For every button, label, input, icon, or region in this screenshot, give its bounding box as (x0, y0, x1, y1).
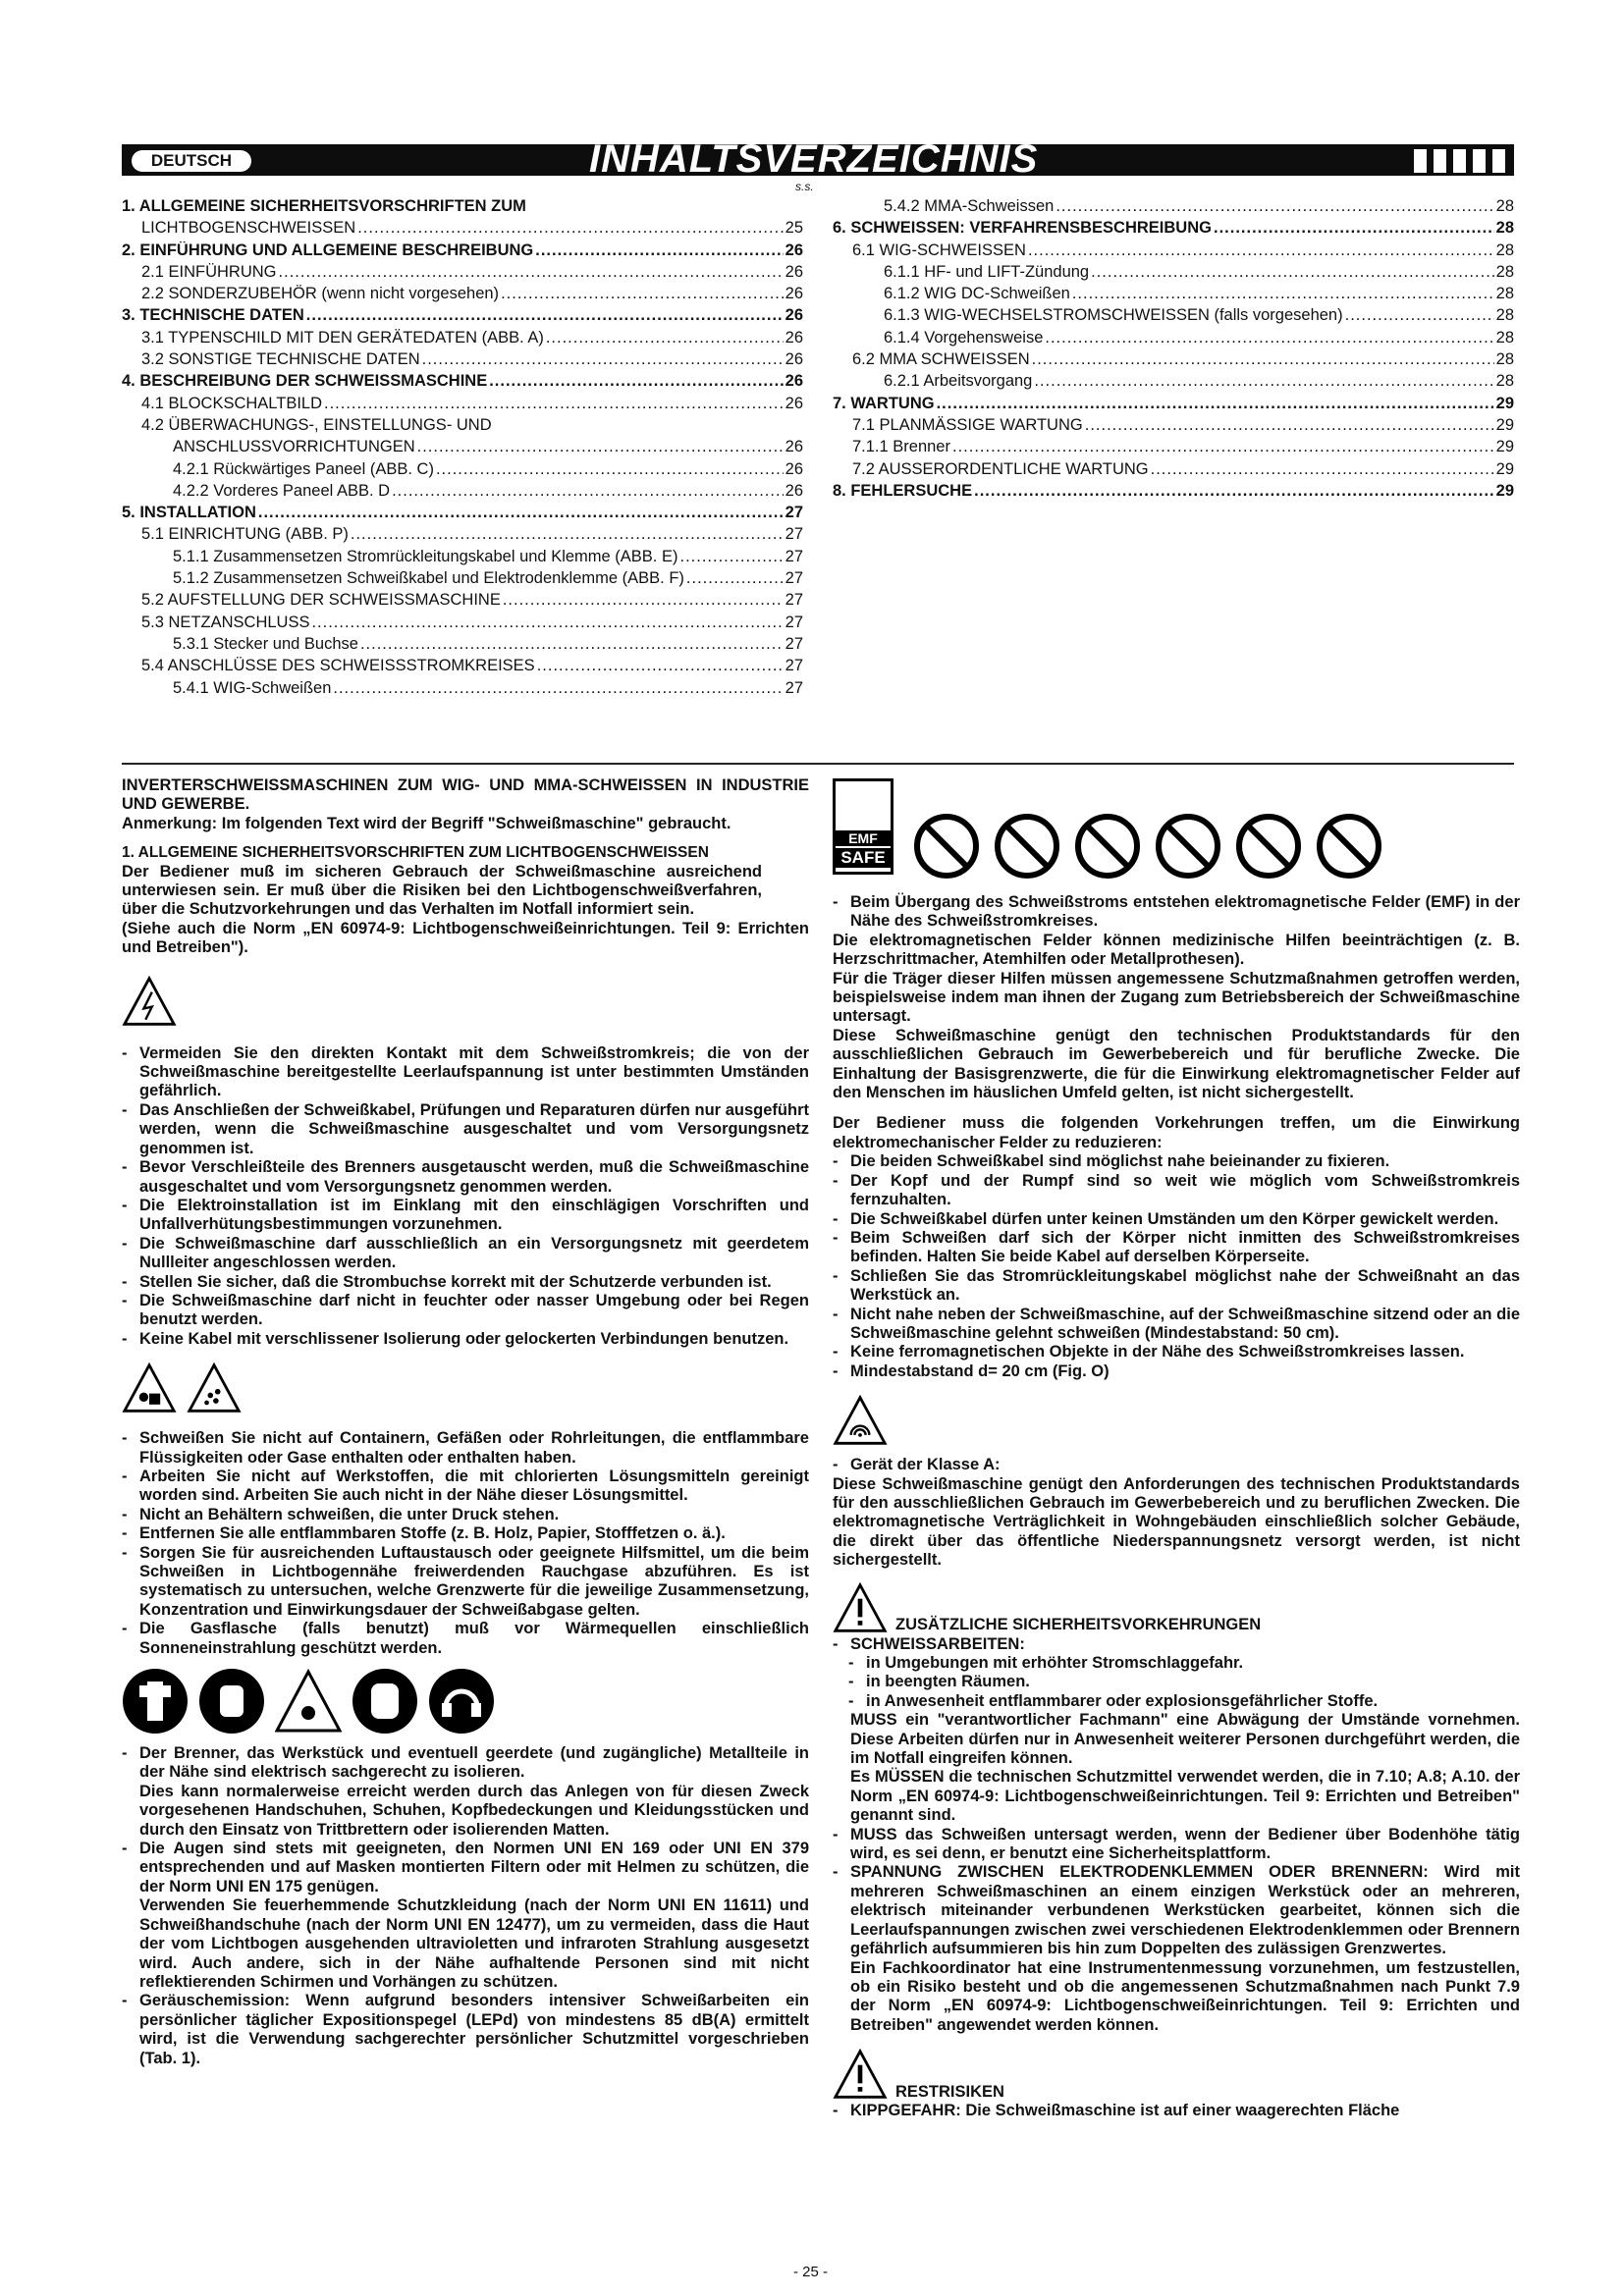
toc-entry-page: 26 (785, 481, 803, 500)
residual-risks-heading (833, 2047, 1520, 2102)
toc-entry (122, 285, 803, 306)
toc-entry-label: 7. WARTUNG (833, 394, 935, 412)
section-1-norm: (Siehe auch die Norm „EN 60974-9: Lichtbogenschweißeinrichtungen. Teil 9: Errichten und Betreiben"). (122, 919, 809, 957)
list-item: - Bevor Verschleißteile des Brenners ausgetauscht werden, muß die Schweißmaschine ausgeschaltet und vom Versorgungsnetz genommen werden. (122, 1158, 809, 1197)
ppe-icon-row (122, 1668, 809, 1735)
toc-entry-page: 27 (785, 504, 803, 522)
toc-entry-page: 27 (785, 678, 803, 697)
toc-entry-label: 6.2 MMA SCHWEISSEN (852, 350, 1030, 369)
toc-leader-dots (279, 263, 784, 282)
fire-safety-list (122, 1429, 809, 1658)
emf-paragraph-1: Die elektromagnetischen Felder können medizinische Hilfen beeinträchtigen (z. B. Herzschrittmacher, Atemhilfen oder Metallprothesen). (833, 931, 1520, 969)
emf-safe-badge (833, 778, 893, 875)
toc-entry-page: 28 (1495, 262, 1514, 281)
list-item: - Stellen Sie sicher, daß die Strombuchse korrekt mit der Schutzerde verbunden ist. (122, 1273, 809, 1292)
toc-leader-dots (1072, 285, 1494, 303)
ear-protection-icon (428, 1668, 495, 1735)
toc-leader-dots (1091, 263, 1494, 282)
toc-entry-label: 2.2 SONDERZUBEHÖR (wenn nicht vorgesehen) (141, 285, 500, 303)
list-item: - Die Schweißmaschine darf nicht in feuchter oder nasser Umgebung oder bei Regen benutzt werden. (122, 1292, 809, 1330)
toc-entry (122, 460, 803, 482)
toc-entry-page: 26 (785, 262, 803, 281)
section-1-paragraph: Der Bediener muß im sicheren Gebrauch der Schweißmaschine ausreichend unterwiesen sein. Er muß über die Risiken bei den Lichtbogenschweißverfahren, über die Schutzvorkehrungen und das Verhalten im Notfall informiert sein. (122, 862, 762, 919)
right-text-column (833, 893, 1520, 2121)
toc-entry-label: 7.1 PLANMÄSSIGE WARTUNG (852, 415, 1083, 434)
toc-entry-label: 6.1.2 WIG DC-Schweißen (884, 285, 1070, 303)
extra-paragraph-3: Ein Fachkoordinator hat eine Instrumentenmessung vorzunehmen, um festzustellen, ob ein Risiko besteht und ob die angemessenen Schutzmaßnahmen nach Punkt 7.9 der Norm „EN 60974-9: Lichtbogenschweißeinrichtungen. Teil 9: Errichten und Betreiben" angewendet werden können. (850, 1958, 1520, 2034)
electric-safety-list (122, 1044, 809, 1350)
list-item: - Sorgen Sie für ausreichenden Luftaustausch oder geeignete Hilfsmittel, um die beim Schweißen in Lichtbogennähe freiwerdenden Rauchgase abzuführen. Es ist systematisch zu untersuchen, welche Grenzwerte für die jeweilige Zusammensetzung, Konzentration und Einwirkungsdauer der Schweißabgase gelten. (122, 1544, 809, 1621)
face-shield-icon (352, 1668, 418, 1735)
toc-entry-page: 26 (785, 285, 803, 303)
toc-entry (833, 416, 1514, 438)
toc-leader-dots (258, 504, 784, 522)
toc-leader-dots (537, 657, 784, 675)
toc-entry (833, 372, 1514, 394)
toc-entry-label: 5.1.2 Zusammensetzen Schweißkabel und Elektrodenklemme (ABB. F) (173, 569, 684, 588)
toc-entry-label: 2. EINFÜHRUNG UND ALLGEMEINE BESCHREIBUNG (122, 240, 534, 259)
list-item: - Arbeiten Sie nicht auf Werkstoffen, die mit chlorierten Lösungsmitteln gereinigt worden sind. Arbeiten Sie auch nicht in der Nähe dieser Lösungsmittel. (122, 1468, 809, 1506)
language-label: DEUTSCH (132, 150, 251, 172)
left-text-column (122, 776, 809, 2068)
toc-entry (122, 329, 803, 350)
list-item: - MUSS das Schweißen untersagt werden, wenn der Bediener über Bodenhöhe tätig wird, es sei denn, er benutzt eine Sicherheitsplattform. (833, 1826, 1520, 1864)
toc-entry (122, 372, 803, 394)
toc-entry (122, 482, 803, 504)
toc-leader-dots (351, 525, 784, 544)
toc-entry (833, 329, 1514, 350)
list-item: - Der Kopf und der Rumpf sind so weit wie möglich vom Schweißstromkreis fernzuhalten. (833, 1172, 1520, 1210)
toc-entry-page: 29 (1495, 415, 1514, 434)
toc-entry (833, 241, 1514, 263)
toc-entry (122, 635, 803, 657)
toc-leader-dots (489, 372, 783, 391)
toc-entry-page: 26 (785, 394, 803, 412)
toc-leader-dots (686, 569, 784, 588)
toc-entry (122, 395, 803, 416)
section-divider (122, 763, 1514, 765)
toc-leader-dots (503, 591, 784, 610)
toc-leader-dots (306, 306, 784, 325)
extra-sub-list (833, 1654, 1520, 1711)
page-title: INHALTSVERZEICHNIS (589, 137, 1039, 181)
ppe-item-2b: Verwenden Sie feuerhemmende Schutzkleidung (nach der Norm UNI EN 11611) und Schweißhandschuhe (nach der Norm UNI EN 12477), um zu vermeiden, dass die Haut der vom Lichtbogen ausgehenden ultravioletten und infraroten Strahlung ausgesetzt wird. Auch andere, sich in der Nähe aufhaltende Personen sind mit nicht reflektierenden Schirmen und Vorhängen zu schützen. (139, 1896, 809, 1991)
list-item: - Schweißen Sie nicht auf Containern, Gefäßen oder Rohrleitungen, die entflammbare Flüssigkeiten oder Gase enthalten oder enthalten haben. (122, 1429, 809, 1468)
extra-precautions-heading (833, 1580, 1520, 1635)
residual-risks-title: RESTRISIKEN (895, 2082, 1004, 2101)
list-item: - Vermeiden Sie den direkten Kontakt mit dem Schweißstromkreis; die von der Schweißmaschine bereitgestellte Leerlaufspannung ist unter bestimmten Umständen gefährlich. (122, 1044, 809, 1101)
toc-entry-page: 29 (1495, 481, 1514, 500)
toc-entry-page: 28 (1495, 197, 1514, 215)
protective-clothing-icon (122, 1668, 189, 1735)
toc-entry (122, 679, 803, 701)
list-item: - Die beiden Schweißkabel sind möglichst nahe beieinander zu fixieren. (833, 1152, 1520, 1171)
page-number: - 25 - (793, 2264, 829, 2280)
toc-leader-dots (952, 438, 1494, 456)
toc-leader-dots (535, 241, 783, 260)
toc-entry-label: 6.1.3 WIG-WECHSELSTROMSCHWEISSEN (falls vorgesehen) (884, 306, 1343, 325)
fire-warning-row (122, 1361, 809, 1415)
toc-entry (122, 263, 803, 285)
toc-entry (122, 591, 803, 613)
extra-paragraph-1: MUSS ein "verantwortlicher Fachmann" eine Abwägung der Umstände vornehmen. Diese Arbeiten dürfen nur in Anwesenheit weiterer Personen durchgeführt werden, die im Notfall eingreifen können. (850, 1711, 1520, 1768)
magnetic-field-warning-icon (833, 1393, 888, 1448)
ppe-item-1b: Dies kann normalerweise erreicht werden durch das Anlegen von für diesen Zweck vorgesehenen Handschuhen, Schuhen, Kopfbedeckungen und Kleidungsstücken und durch den Einsatz von Trittbrettern oder isolierenden Matten. (139, 1782, 809, 1839)
toc-entry (833, 438, 1514, 459)
toc-leader-dots (357, 219, 783, 238)
toc-leader-dots (1085, 416, 1494, 435)
extra-items-list (833, 1826, 1520, 1959)
list-item: - in Anwesenheit entflammbarer oder explosionsgefährlicher Stoffe. (833, 1692, 1520, 1711)
toc-entry (122, 197, 803, 219)
toc-entry-page: 27 (785, 657, 803, 675)
toc-entry (122, 438, 803, 459)
toc-entry-label: 5.4.1 WIG-Schweißen (173, 678, 332, 697)
list-item: - Die Schweißkabel dürfen unter keinen Umständen um den Körper gewickelt werden. (833, 1210, 1520, 1229)
toc-leader-dots (360, 635, 784, 654)
toc-entry (122, 306, 803, 328)
toc-entry-label: 6.1.4 Vorgehensweise (884, 328, 1044, 347)
toc-leader-dots (1028, 241, 1494, 260)
residual-risk-warning-icon (833, 2047, 888, 2102)
no-electronics-icon (1316, 813, 1382, 880)
toc-entry-label: 5.2 AUFSTELLUNG DER SCHWEISSMASCHINE (141, 591, 501, 610)
toc-entry-label: 4.2 ÜBERWACHUNGS-, EINSTELLUNGS- UND (141, 415, 492, 434)
prohibition-icons-row (913, 813, 1382, 880)
header-decor-bars (1414, 149, 1505, 173)
toc-entry-label: 7.2 AUSSERORDENTLICHE WARTUNG (852, 459, 1149, 478)
extra-precautions-title: ZUSÄTZLICHE SICHERHEITSVORKEHRUNGEN (895, 1616, 1262, 1634)
toc-entry-page: 27 (785, 591, 803, 610)
list-item: - Entfernen Sie alle entflammbaren Stoffe (z. B. Holz, Papier, Stofffetzen o. ä.). (122, 1524, 809, 1543)
toc-leader-dots (324, 395, 784, 413)
toc-leader-dots (501, 285, 784, 303)
toc-leader-dots (1345, 306, 1494, 325)
emf-intro-list (833, 893, 1520, 932)
toc-entry-page: 28 (1495, 219, 1514, 238)
toc-entry (122, 504, 803, 525)
list-item: - Beim Schweißen darf sich der Körper nicht inmitten des Schweißstromkreises befinden. Halten Sie beide Kabel auf derselben Körperseite. (833, 1229, 1520, 1267)
emf-paragraph-3: Diese Schweißmaschine genügt den technischen Produktstandards für den ausschließlichen Gebrauch im Gewerbebereich und für berufliche Zwecke. Die Einhaltung der Basisgrenzwerte, die für die Einwirkung elektromagnetischer Felder auf den Menschen im häuslichen Umfeld gelten, ist nicht sichergestellt. (833, 1026, 1520, 1102)
toc-entry (833, 197, 1514, 219)
toc-leader-dots (1214, 219, 1494, 238)
safe-badge-label: SAFE (836, 848, 891, 868)
toc-entry-label: 5.1 EINRICHTUNG (ABB. P) (141, 525, 349, 544)
ppe-item-3: - Geräuschemission: Wenn aufgrund besonders intensiver Schweißarbeiten ein persönlicher täglicher Expositionspegel (LEPd) von mindestens 85 dB(A) ermittelt wird, ist die Verwendung sachgerechter persönlicher Schutzmittel vorgeschrieben (Tab. 1). (122, 1992, 809, 2068)
class-a-paragraph: Diese Schweißmaschine genügt den Anforderungen des technischen Produktstandards für den ausschließlichen Gebrauch im Gewerbebereich und zu beruflichen Zwecken. Die elektromagnetische Verträglichkeit in Wohngebäuden einschließlich solcher Gebäude, die direkt über das öffentliche Niederspannungsnetz versorgt werden, ist nicht sichergestellt. (833, 1474, 1520, 1570)
toc-entry-page: 26 (785, 306, 803, 325)
toc-entry (122, 657, 803, 678)
toc-entry-label: 3.2 SONSTIGE TECHNISCHE DATEN (141, 350, 420, 369)
toc-entry-page: 29 (1495, 394, 1514, 412)
emf-paragraph-2: Für die Träger dieser Hilfen müssen angemessene Schutzmaßnahmen getroffen werden, beispielsweise indem man ihnen der Zugang zum Betriebsbereich der Schweißmaschine untersagt. (833, 969, 1520, 1026)
extra-paragraph-2: Es MÜSSEN die technischen Schutzmittel verwendet werden, die in 7.10; A.8; A.10. der Norm „EN 60974-9: Lichtbogenschweißeinrichtungen. Teil 9: Errichten und Betreiben" genannt sind. (850, 1768, 1520, 1825)
no-watch-icon (1155, 813, 1221, 880)
list-item: - Mindestabstand d= 20 cm (Fig. O) (833, 1362, 1520, 1381)
toc-entry (833, 306, 1514, 328)
toc-entry-page: 25 (785, 219, 803, 238)
toc-leader-dots (1034, 372, 1493, 391)
toc-entry-label: 7.1.1 Brenner (852, 438, 950, 456)
no-metal-objects-icon (1235, 813, 1302, 880)
toc-entry-page: 28 (1495, 350, 1514, 369)
toc-entry-label: 5.4.2 MMA-Schweissen (884, 197, 1055, 215)
section-1-title: 1. ALLGEMEINE SICHERHEITSVORSCHRIFTEN ZUM LICHTBOGENSCHWEISSEN (122, 844, 709, 862)
fumes-warning-icon (187, 1361, 242, 1415)
toc-leader-dots (417, 438, 784, 456)
ppe-item-2: - Die Augen sind stets mit geeigneten, den Normen UNI EN 169 oder UNI EN 379 entsprechenden und auf Masken montierten Filtern oder mit Helmen zu schützen, die der Norm UNI EN 175 genügen. (122, 1840, 809, 1896)
toc-entry (833, 395, 1514, 416)
toc-leader-dots (1032, 350, 1494, 369)
toc-entry (122, 525, 803, 547)
toc-entry-label: 6.2.1 Arbeitsvorgang (884, 372, 1033, 391)
toc-entry (833, 350, 1514, 372)
intro-note: Anmerkung: Im folgenden Text wird der Begriff "Schweißmaschine" gebraucht. (122, 814, 731, 832)
list-item: - Keine Kabel mit verschlissener Isolierung oder gelockerten Verbindungen benutzen. (122, 1330, 809, 1349)
toc-entry (833, 263, 1514, 285)
toc-entry (122, 350, 803, 372)
toc-entry-label: 4. BESCHREIBUNG DER SCHWEISSMASCHINE (122, 372, 488, 391)
toc-entry-page: 26 (785, 459, 803, 478)
class-a-item: - Gerät der Klasse A: (833, 1456, 1520, 1474)
toc-entry-page: 29 (1495, 438, 1514, 456)
list-item: - Die Gasflasche (falls benutzt) muß vor Wärmequellen einschließlich Sonneneinstrahlung geschützt werden. (122, 1620, 809, 1658)
toc-leader-dots (422, 350, 784, 369)
toc-entry (833, 482, 1514, 504)
toc-entry-page: 26 (785, 372, 803, 391)
emf-badge-label: EMF (836, 830, 891, 846)
toc-entry-label: ANSCHLUSSVORRICHTUNGEN (173, 438, 415, 456)
toc-leader-dots (333, 679, 783, 698)
toc-entry-page: 26 (785, 438, 803, 456)
toc-entry-label: 2.1 EINFÜHRUNG (141, 262, 277, 281)
list-item: - in beengten Räumen. (833, 1673, 1520, 1691)
toc-entry-page: 28 (1495, 372, 1514, 391)
toc-entry-page: 27 (785, 547, 803, 565)
list-item: - Die Elektroinstallation ist im Einklang mit den einschlägigen Vorschriften und Unfallverhütungsbestimmungen vorzunehmen. (122, 1197, 809, 1235)
toc-leader-dots (546, 329, 784, 347)
toc-leader-dots (679, 548, 783, 566)
toc-entry-page: 27 (785, 634, 803, 653)
toc-entry-page: 28 (1495, 328, 1514, 347)
toc-left-column (122, 197, 803, 701)
toc-entry-label: LICHTBOGENSCHWEISSEN (141, 219, 356, 238)
list-item: - Das Anschließen der Schweißkabel, Prüfungen und Reparaturen dürfen nur ausgeführt werden, wenn die Schweißmaschine ausgeschaltet und vom Versorgungsnetz genommen ist. (122, 1101, 809, 1158)
toc-entry-label: 5.4 ANSCHLÜSSE DES SCHWEISSSTROMKREISES (141, 657, 535, 675)
toc-leader-dots (436, 460, 784, 479)
toc-leader-dots (311, 614, 783, 632)
toc-entry-label: 1. ALLGEMEINE SICHERHEITSVORSCHRIFTEN ZUM (122, 197, 526, 215)
toc-entry-label: 6.1.1 HF- und LIFT-Zündung (884, 262, 1090, 281)
toc-entry-label: 5.3.1 Stecker und Buchse (173, 634, 358, 653)
toc-entry-page: 28 (1495, 285, 1514, 303)
toc-entry-page: 28 (1495, 240, 1514, 259)
toc-entry-page: 28 (1495, 306, 1514, 325)
list-item: - in Umgebungen mit erhöhter Stromschlaggefahr. (833, 1654, 1520, 1673)
extra-item: - SCHWEISSARBEITEN: (833, 1635, 1520, 1654)
toc-entry-label: 8. FEHLERSUCHE (833, 481, 973, 500)
toc-entry (122, 569, 803, 591)
emf-paragraph-4: Der Bediener muss die folgenden Vorkehrungen treffen, um die Einwirkung elektromechanischer Felder zu reduzieren: (833, 1114, 1520, 1151)
toc-entry-label: 4.2.2 Vorderes Paneel ABB. D (173, 481, 391, 500)
toc-entry-page: 29 (1495, 459, 1514, 478)
toc-leader-dots (1056, 197, 1493, 216)
toc-leader-dots (937, 395, 1494, 413)
emf-precautions-list (833, 1152, 1520, 1381)
protective-gloves-icon (198, 1668, 265, 1735)
toc-entry (122, 219, 803, 240)
toc-entry-page: 27 (785, 569, 803, 588)
no-metal-implant-icon (1074, 813, 1141, 880)
toc-entry-label: 5.1.1 Zusammensetzen Stromrückleitungskabel und Klemme (ABB. E) (173, 547, 678, 565)
list-item: - Die Schweißmaschine darf ausschließlich an ein Versorgungsnetz mit geerdetem Nullleiter angeschlossen werden. (122, 1235, 809, 1273)
toc-entry-label: 6.1 WIG-SCHWEISSEN (852, 240, 1026, 259)
list-item: - SPANNUNG ZWISCHEN ELEKTRODENKLEMMEN ODER BRENNERN: Wird mit mehreren Schweißmaschinen an einem einzigen Werkstück oder an mehreren, elektrisch miteinander verbundenen Werkstücken gearbeitet, können sich die Leerlaufspannungen zwischen zwei verschiedenen Elektrodenklemmen oder Brennern gefährlich aufsummieren bis hin zum Doppelten des zulässigen Grenzwertes. (833, 1863, 1520, 1958)
toc-entry-page: 26 (785, 328, 803, 347)
toc-entry-label: 6. SCHWEISSEN: VERFAHRENSBESCHREIBUNG (833, 219, 1212, 238)
list-item: - Nicht an Behältern schweißen, die unter Druck stehen. (122, 1506, 809, 1524)
list-item: - Keine ferromagnetischen Objekte in der Nähe des Schweißstromkreises lassen. (833, 1343, 1520, 1362)
toc-entry (833, 285, 1514, 306)
list-item: - Beim Übergang des Schweißstroms entstehen elektromagnetische Felder (EMF) in der Nähe des Schweißstromkreises. (833, 893, 1520, 932)
toc-leader-dots (974, 482, 1494, 501)
fire-hazard-warning-icon (122, 1361, 177, 1415)
toc-entry-label: 5. INSTALLATION (122, 504, 256, 522)
toc-entry-label: 4.2.1 Rückwärtiges Paneel (ABB. C) (173, 459, 434, 478)
toc-entry (122, 241, 803, 263)
electric-shock-warning-icon (122, 974, 177, 1029)
toc-entry-page: 26 (785, 240, 803, 259)
toc-entry-label: 3. TECHNISCHE DATEN (122, 306, 304, 325)
toc-leader-dots (1151, 460, 1494, 479)
toc-leader-dots (392, 482, 784, 501)
toc-entry-label: 4.1 BLOCKSCHALTBILD (141, 394, 323, 412)
toc-entry-page: 26 (785, 350, 803, 369)
toc-leader-dots (1045, 329, 1493, 347)
toc-right-column (833, 197, 1514, 504)
magnetic-warning-row (833, 1393, 1520, 1448)
toc-entry-label: 5.3 NETZANSCHLUSS (141, 613, 310, 631)
list-item: - Schließen Sie das Stromrückleitungskabel möglichst nahe der Schweißnaht an das Werkstück an. (833, 1267, 1520, 1306)
toc-entry (122, 548, 803, 569)
no-heart-device-icon (994, 813, 1060, 880)
toc-entry (122, 416, 803, 438)
toc-entry-page: 27 (785, 525, 803, 544)
toc-entry-page: 27 (785, 613, 803, 631)
ppe-item-1: - Der Brenner, das Werkstück und eventuell geerdete (und zugängliche) Metallteile in der Nähe sind elektrisch sachgerecht zu isolieren. (122, 1744, 809, 1783)
list-item: - Nicht nahe neben der Schweißmaschine, auf der Schweißmaschine sitzend oder an die Schweißmaschine gelehnt schweißen (Mindestabstand: 50 cm). (833, 1306, 1520, 1344)
no-pacemaker-icon (913, 813, 980, 880)
toc-entry (833, 219, 1514, 240)
general-warning-icon (833, 1580, 888, 1635)
intro-title: INVERTERSCHWEISSMASCHINEN ZUM WIG- UND MMA-SCHWEISSEN IN INDUSTRIE UND GEWERBE. (122, 776, 809, 814)
toc-entry (833, 460, 1514, 482)
eye-hazard-warning-icon (275, 1668, 342, 1735)
toc-entry (122, 614, 803, 635)
toc-entry-label: 3.1 TYPENSCHILD MIT DEN GERÄTEDATEN (ABB. A) (141, 328, 544, 347)
page-column-label: s.s. (795, 180, 814, 193)
electric-warning-row (122, 974, 809, 1029)
residual-risk-item: - KIPPGEFAHR: Die Schweißmaschine ist auf einer waagerechten Fläche (833, 2102, 1520, 2120)
